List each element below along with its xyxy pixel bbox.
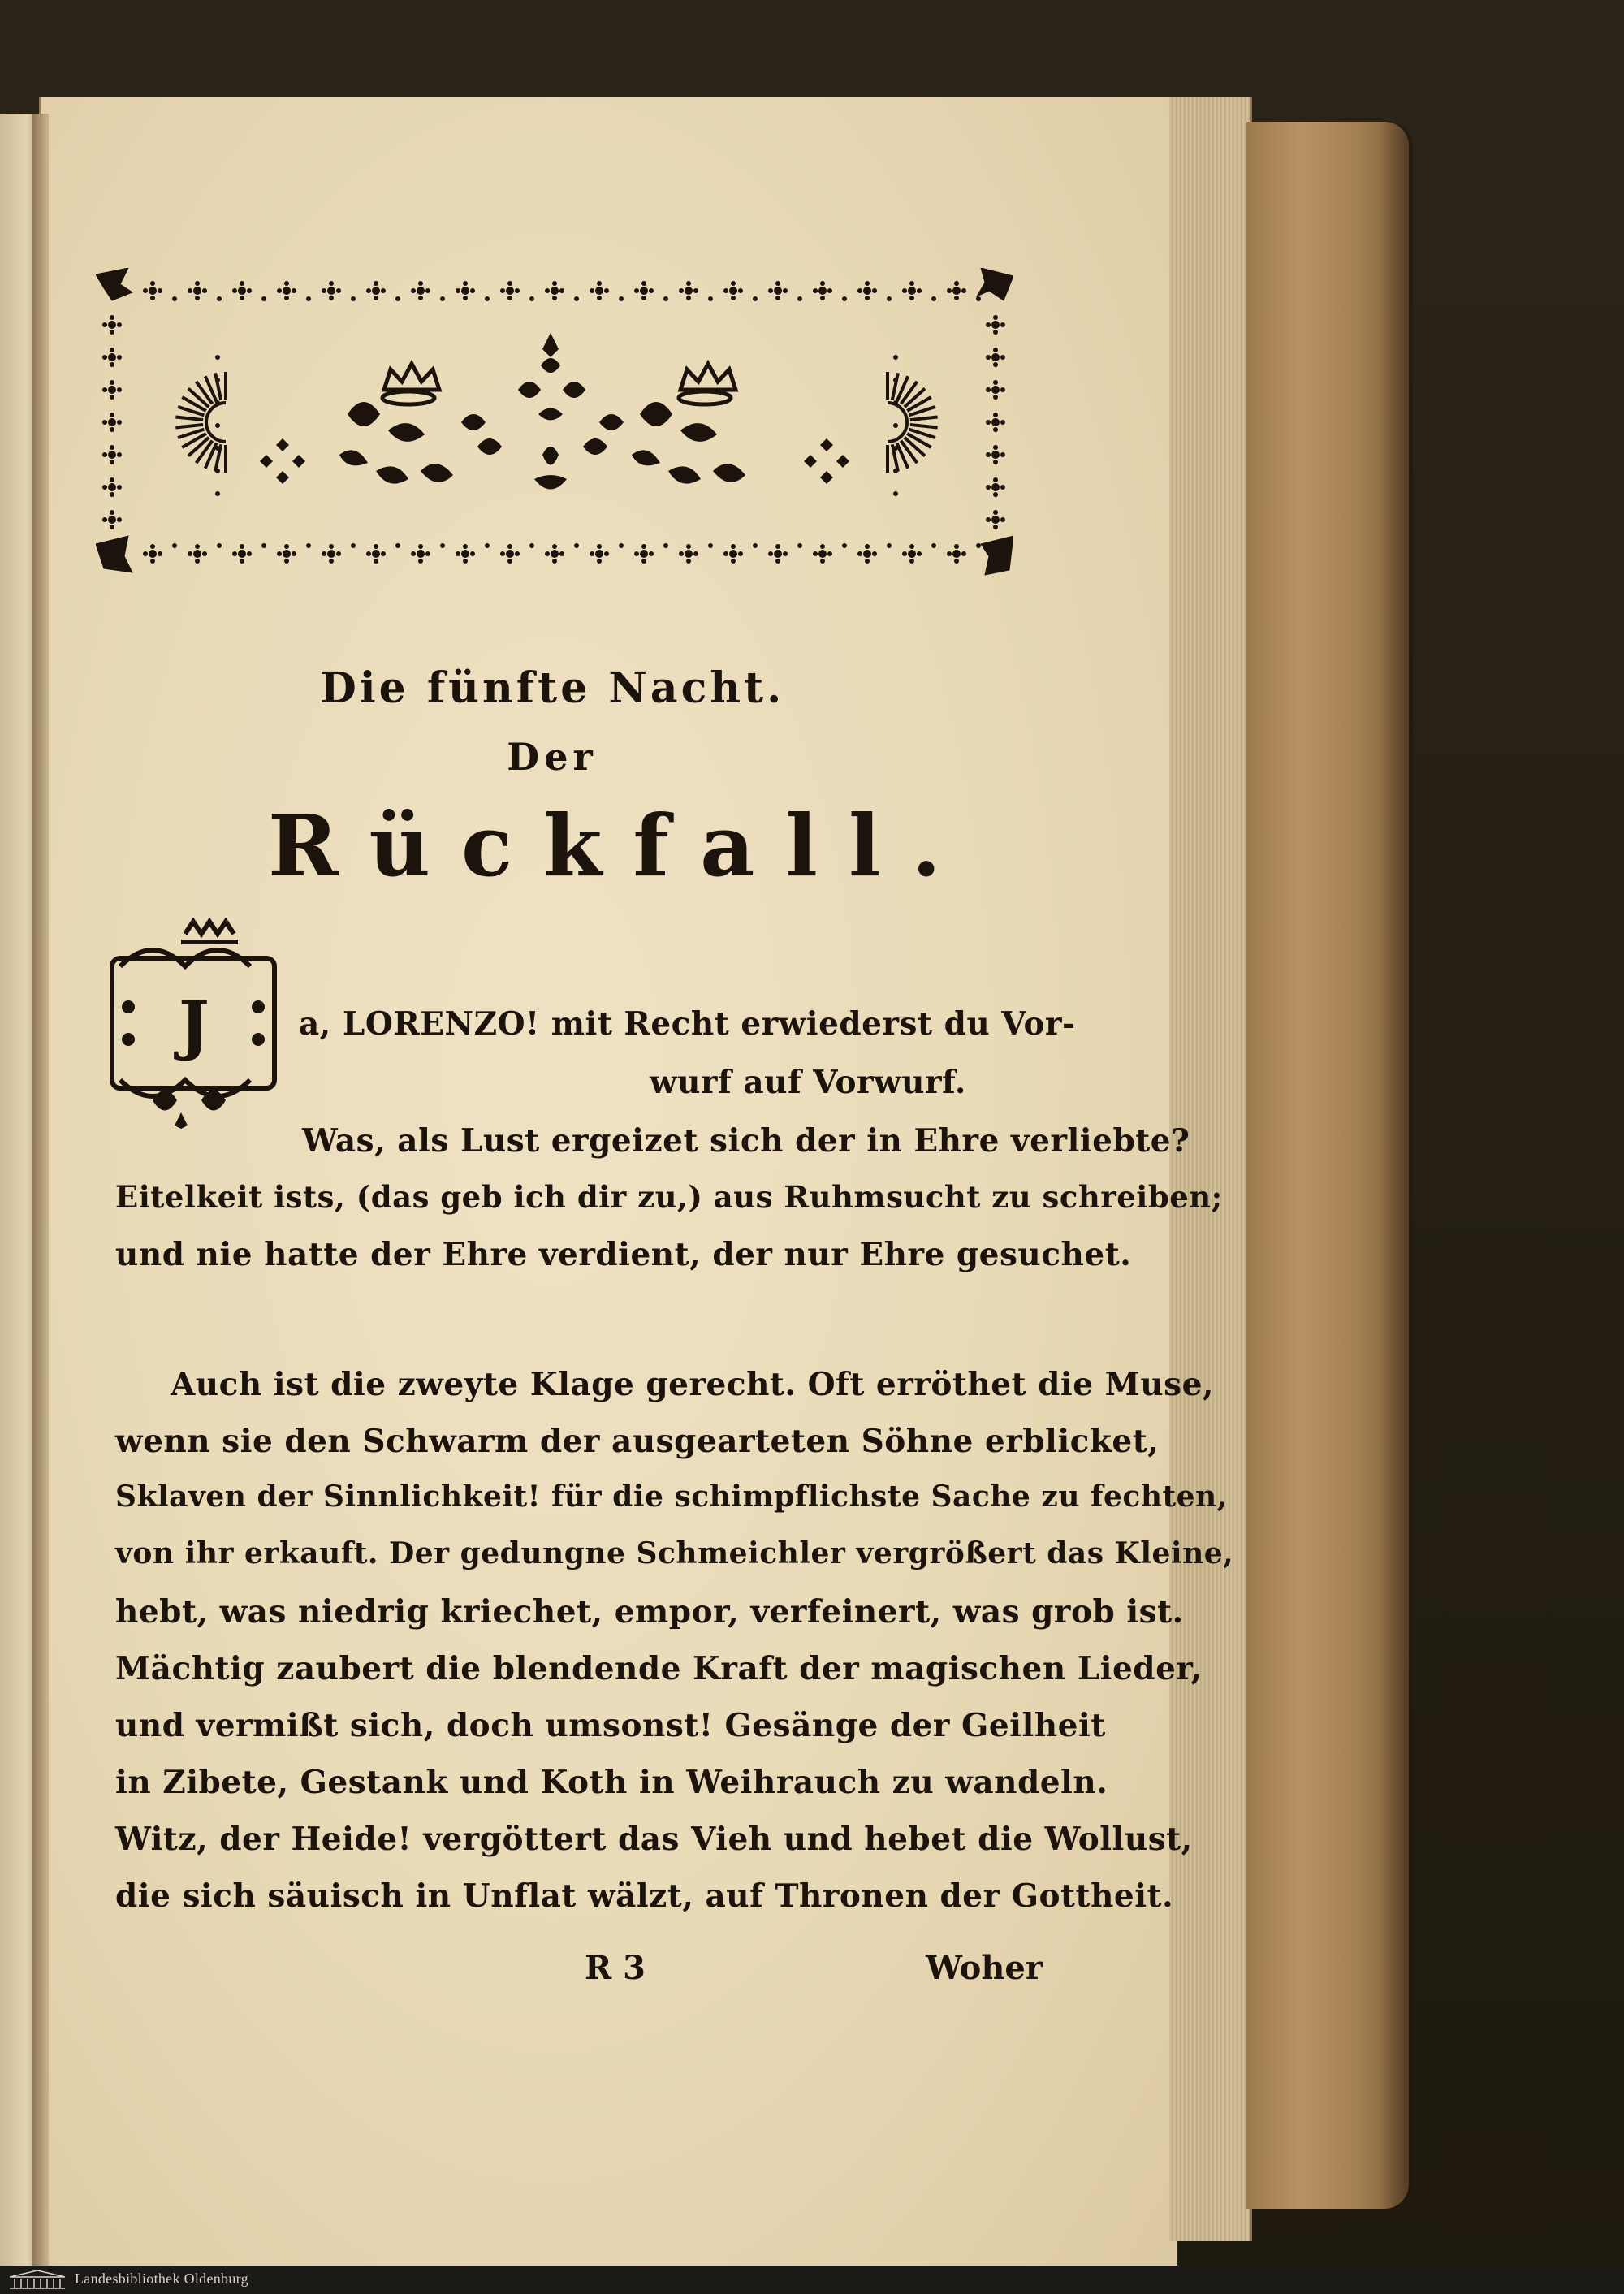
para2-line1: Auch ist die zweyte Klage gerecht. Oft erröthet die Muse, [171,1366,1214,1403]
para2-line4: von ihr erkauft. Der gedungne Schmeichler vergrößert das Kleine, [115,1536,1234,1570]
para2-line5: hebt, was niedrig kriechet, empor, verfeinert, was grob ist. [115,1593,1184,1631]
floral-initial [104,918,292,1129]
gutter [32,114,49,2266]
page-block-edge [1169,97,1252,2241]
initial-letter: J [179,987,209,1063]
para2-line6: Mächtig zaubert die blendende Kraft der magischen Lieder, [115,1650,1203,1687]
para2-line2: wenn sie den Schwarm der ausgearteten Söhne erblicket, [115,1423,1160,1460]
cover-shadow [1380,122,1413,2209]
para2-line9: Witz, der Heide! vergöttert das Vieh und hebet die Wollust, [115,1821,1193,1858]
para2-line3: Sklaven der Sinnlichkeit! für die schimpflichste Sache zu fechten, [115,1480,1228,1514]
para1-line4: Eitelkeit ists, (das geb ich dir zu,) aus Ruhmsucht zu schreiben; [115,1179,1223,1215]
crown-icon [382,364,736,404]
para2-line10: die sich säuisch in Unflat wälzt, auf Thronen der Gottheit. [115,1877,1174,1915]
para1-line1: a, LORENZO! mit Recht erwiederst du Vor- [299,1005,1076,1043]
library-credit: Landesbibliothek Oldenburg [75,2270,248,2287]
signature-mark: R 3 [585,1949,646,1987]
para2-line7: und vermißt sich, doch umsonst! Gesänge der Geilheit [115,1707,1106,1744]
chapter-subheading: Der [507,735,598,779]
ornament-border [96,268,1013,577]
library-logo-icon [6,2269,68,2290]
chapter-heading: Die fünfte Nacht. [319,663,785,713]
catchword: Woher [926,1949,1043,1987]
para1-line2: wurf auf Vorwurf. [650,1064,966,1101]
chapter-title: Rückfall. [268,796,972,896]
para1-line3: Was, als Lust ergeizet sich der in Ehre verliebte? [302,1122,1190,1160]
para2-line8: in Zibete, Gestank und Koth in Weihrauch zu wandeln. [115,1764,1108,1801]
para1-line5: und nie hatte der Ehre verdient, der nur Ehre gesuchet. [115,1236,1132,1273]
